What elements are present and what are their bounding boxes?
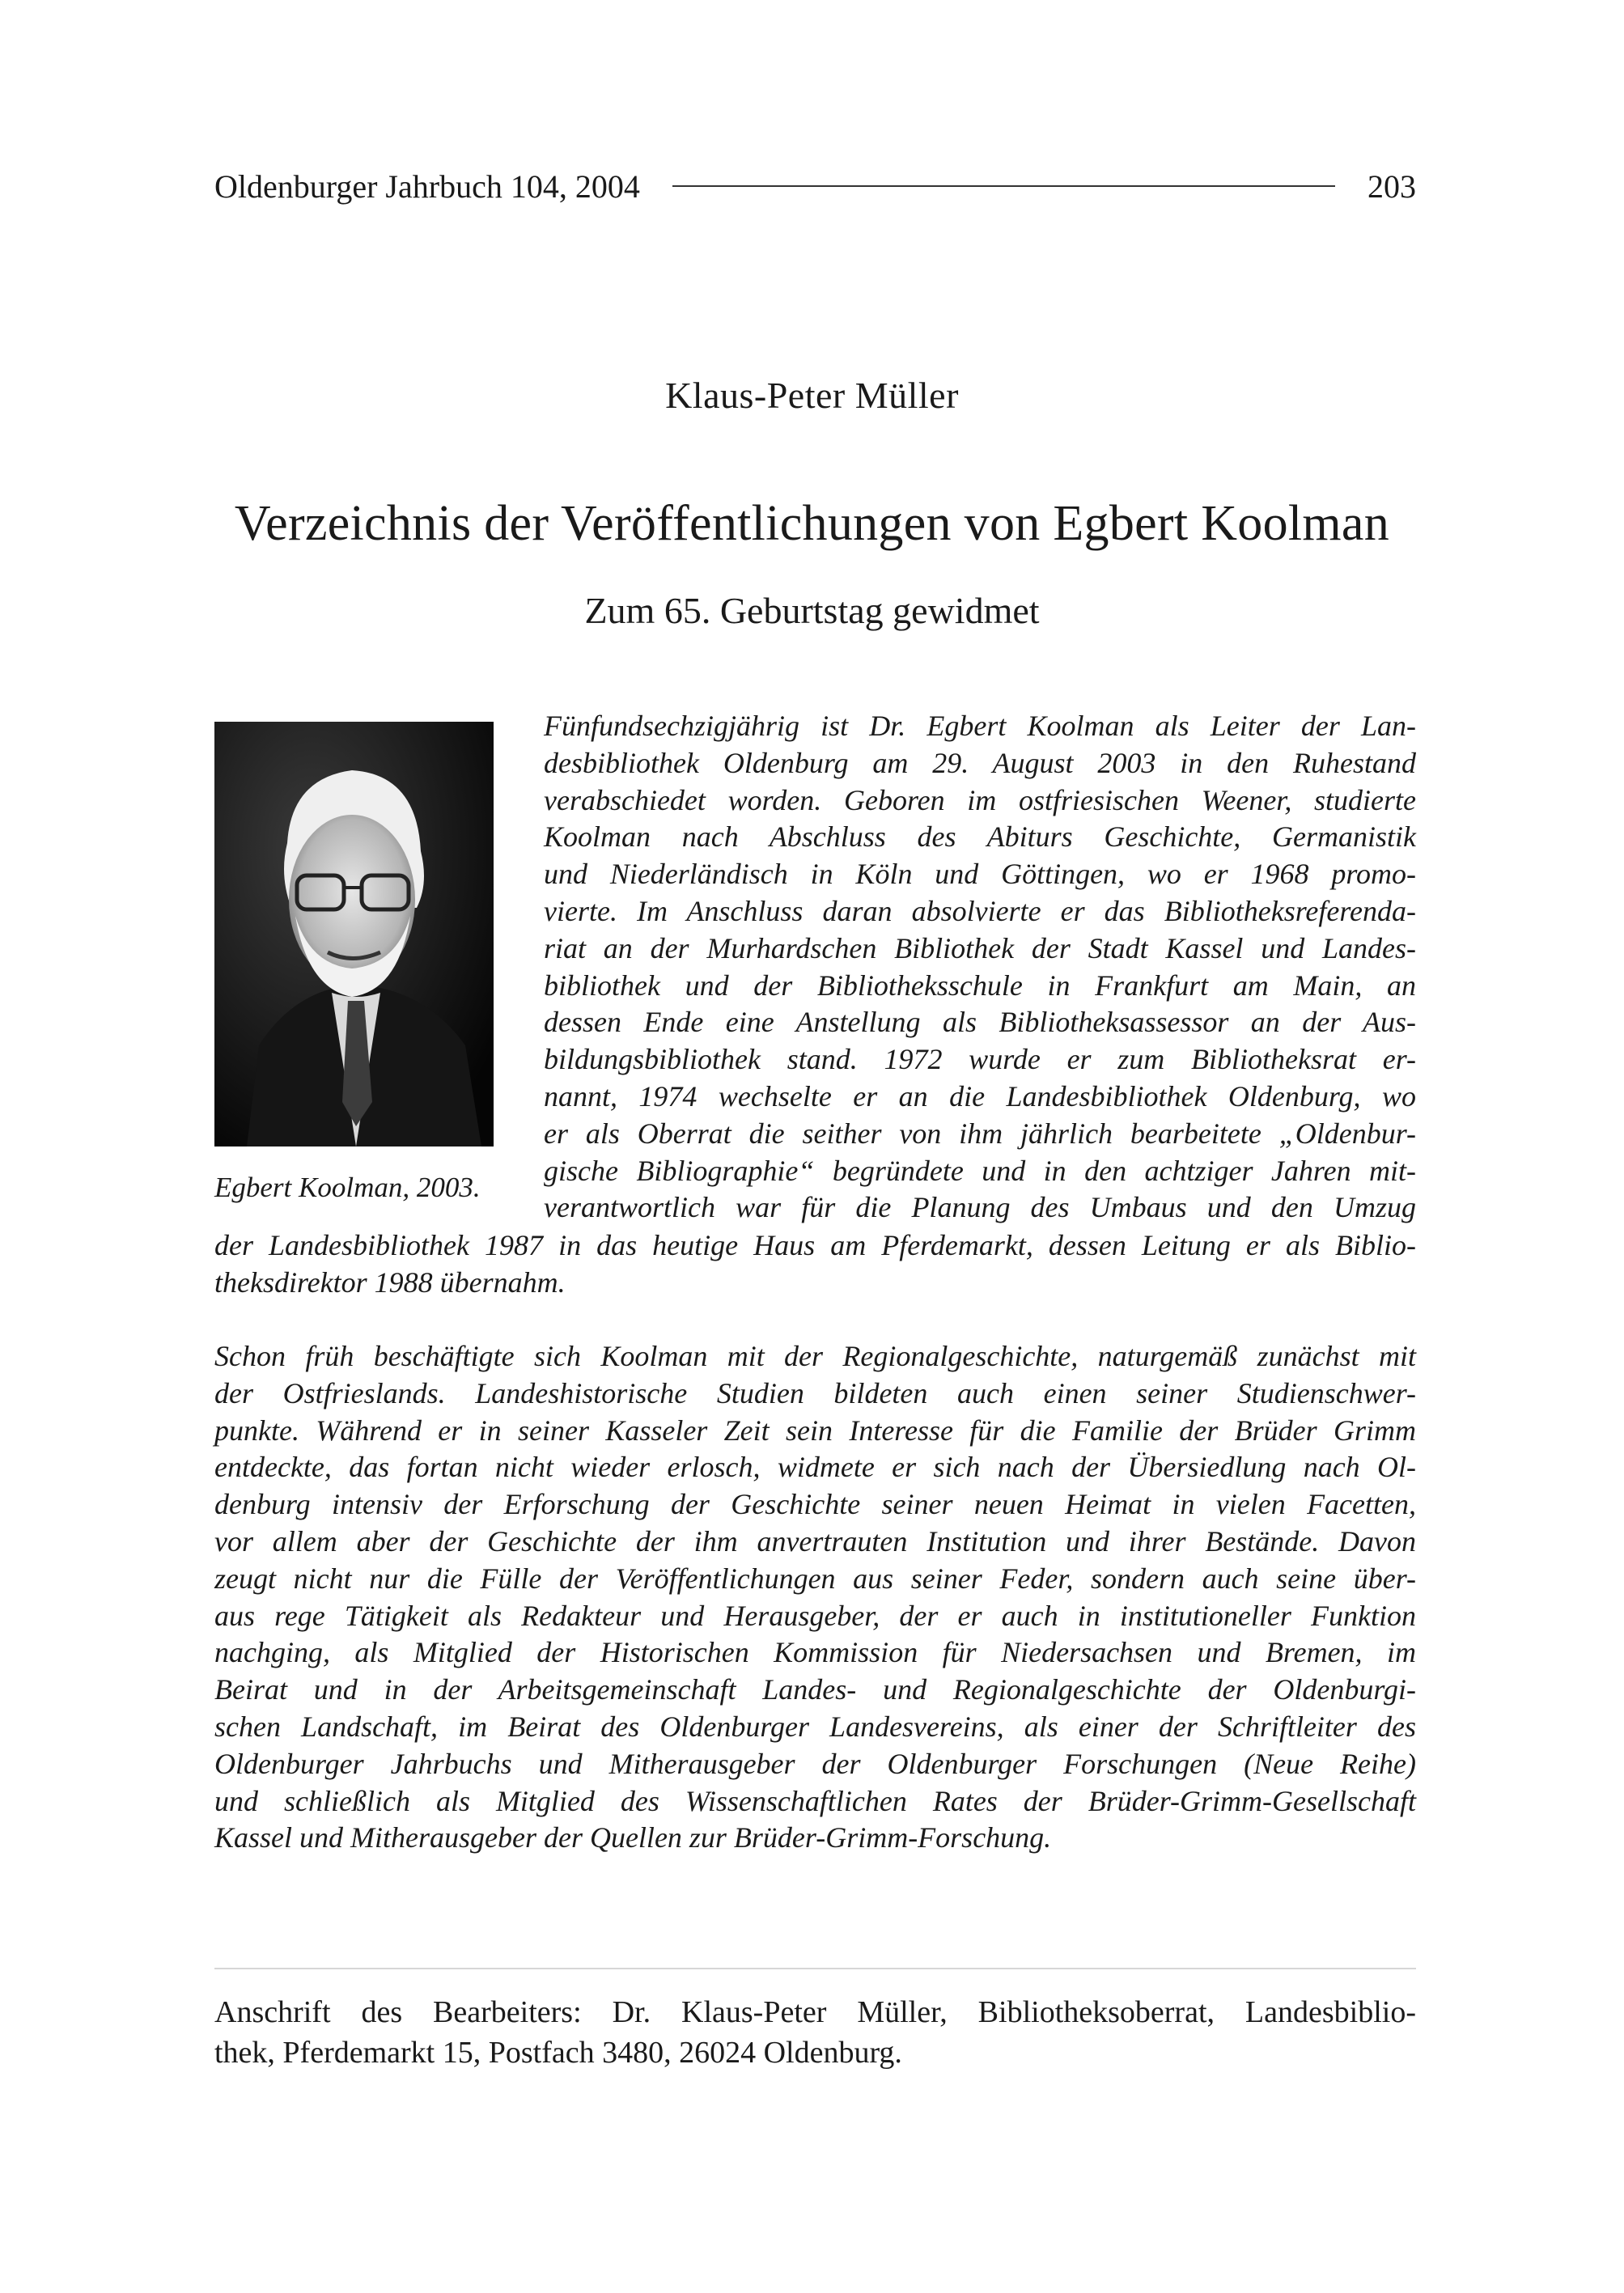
bio-text-line: denburg intensiv der Erforschung der Geschichte seiner neuen Heimat in vielen Facetten, — [214, 1488, 1416, 1521]
bio-text-line: bildungsbibliothek stand. 1972 wurde er zum Bibliotheksrat er- — [544, 1043, 1416, 1076]
bio-text-line: Beirat und in der Arbeitsgemeinschaft Landes- und Regionalgeschichte der Oldenburgi- — [214, 1673, 1416, 1706]
bio-text-line: theksdirektor 1988 übernahm. — [214, 1265, 566, 1299]
bio-text-line: gische Bibliographie“ begründete und in den achtziger Jahren mit- — [544, 1154, 1416, 1187]
bio-text-line: bibliothek und der Bibliotheksschule in Frankfurt am Main, an — [544, 968, 1416, 1002]
bio-text-line: dessen Ende eine Anstellung als Bibliotheksassessor an der Aus- — [544, 1006, 1416, 1039]
biography-side-column — [544, 708, 1416, 1227]
journal-title: Oldenburger Jahrbuch 104, 2004 — [214, 167, 640, 205]
bio-text-line: Fünfundsechzigjährig ist Dr. Egbert Koolman als Leiter der Lan- — [544, 710, 1416, 742]
bio-text-line: Schon früh beschäftigte sich Koolman mit der Regionalgeschichte, naturgemäß zunächst mit — [214, 1340, 1416, 1372]
bio-text-line: punkte. Während er in seiner Kasseler Zeit sein Interesse für die Familie der Brüder Grimm — [214, 1414, 1416, 1447]
biography-full-paragraph-2 — [214, 1338, 1416, 1857]
article-title: Verzeichnis der Veröffentlichungen von Egbert Koolman — [234, 496, 1390, 551]
footer-rule — [214, 1968, 1416, 1969]
bio-text-line: vierte. Im Anschluss daran absolvierte er das Bibliotheksreferenda- — [544, 894, 1416, 927]
bio-text-line: schen Landschaft, im Beirat des Oldenburger Landesvereins, als einer der Schriftleiter des — [214, 1710, 1416, 1743]
address-line: thek, Pferdemarkt 15, Postfach 3480, 26024 Oldenburg. — [214, 2036, 902, 2070]
bio-text-line: aus rege Tätigkeit als Redakteur und Herausgeber, der er auch in institutioneller Funktion — [214, 1599, 1416, 1632]
bio-text-line: Oldenburger Jahrbuchs und Mitherausgeber der Oldenburger Forschungen (Neue Reihe) — [214, 1747, 1416, 1780]
bio-text-line: er als Oberrat die seither von ihm jährlich bearbeitete „Oldenbur- — [544, 1117, 1416, 1150]
portrait-photo — [214, 722, 494, 1146]
bio-text-line: verantwortlich war für die Planung des Umbaus und den Umzug — [544, 1191, 1416, 1224]
page-number: 203 — [1367, 167, 1416, 205]
author-address — [214, 1992, 1416, 2073]
bio-text-line: desbibliothek Oldenburg am 29. August 2003 in den Ruhestand — [544, 746, 1416, 779]
bio-text-line: zeugt nicht nur die Fülle der Veröffentlichungen aus seiner Feder, sondern auch seine über- — [214, 1562, 1416, 1595]
bio-text-line: riat an der Murhardschen Bibliothek der Stadt Kassel und Landes- — [544, 931, 1416, 964]
article-author: Klaus-Peter Müller — [665, 375, 959, 416]
bio-text-line: und Niederländisch in Köln und Göttingen, wo er 1968 promo- — [544, 858, 1416, 891]
bio-text-line: entdeckte, das fortan nicht wieder erlosch, widmete er sich nach der Übersiedlung nach Ol- — [214, 1451, 1416, 1484]
running-header — [214, 162, 1416, 210]
bio-text-line: und schließlich als Mitglied des Wissenschaftlichen Rates der Brüder-Grimm-Gesellschaft — [214, 1784, 1416, 1817]
bio-text-line: verabschiedet worden. Geboren im ostfriesischen Weener, studierte — [544, 783, 1416, 816]
bio-text-line: Koolman nach Abschluss des Abiturs Geschichte, Germanistik — [544, 820, 1416, 854]
bio-text-line: der Ostfrieslands. Landeshistorische Studien bildeten auch einen seiner Studienschwer- — [214, 1376, 1416, 1409]
photo-caption: Egbert Koolman, 2003. — [214, 1172, 481, 1203]
address-line: Anschrift des Bearbeiters: Dr. Klaus-Peter Müller, Bibliotheksoberrat, Landesbiblio- — [214, 1995, 1416, 2029]
portrait-image — [214, 722, 494, 1146]
bio-text-line: nannt, 1974 wechselte er an die Landesbibliothek Oldenburg, wo — [544, 1079, 1416, 1113]
bio-text-line: Kassel und Mitherausgeber der Quellen zur Brüder-Grimm-Forschung. — [214, 1821, 1052, 1854]
header-rule — [672, 185, 1335, 187]
article-subtitle: Zum 65. Geburtstag gewidmet — [584, 590, 1040, 631]
bio-text-line: der Landesbibliothek 1987 in das heutige Haus am Pferdemarkt, dessen Leitung er als Biblio- — [214, 1229, 1416, 1261]
biography-full-paragraph-1 — [214, 1227, 1416, 1302]
bio-text-line: nachging, als Mitglied der Historischen Kommission für Niedersachsen und Bremen, im — [214, 1636, 1416, 1669]
bio-text-line: vor allem aber der Geschichte der ihm anvertrauten Institution und ihrer Bestände. Davon — [214, 1524, 1416, 1558]
